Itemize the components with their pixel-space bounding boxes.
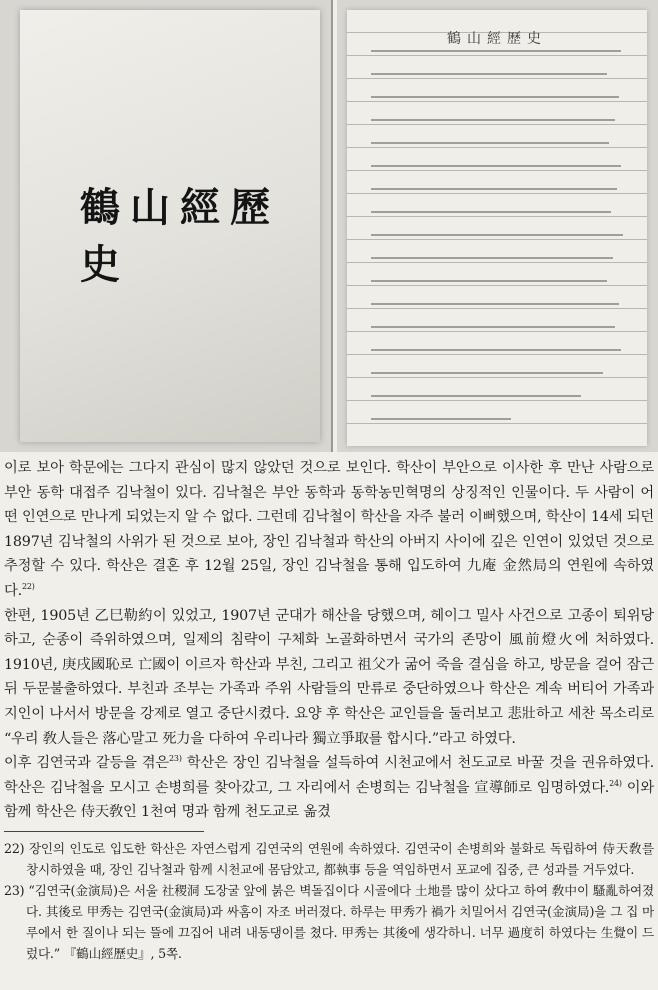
handwriting-line [371,349,621,351]
handwriting-line [371,96,619,98]
paragraph [4,751,654,825]
footnote-divider [4,831,204,832]
footnote-marker: 23) [4,883,25,898]
handwriting-line [371,326,615,328]
footnote-ref[interactable]: 24) [609,778,622,788]
handwriting-line [371,257,613,259]
paragraph [4,456,654,604]
manuscript-page [347,10,647,446]
handwriting-line [371,280,607,282]
footnote-marker: 22) [4,841,25,856]
footnote [4,880,654,964]
cover-title: 鶴山經歷史 [80,184,280,288]
handwriting-line [371,50,621,52]
handwriting-line [371,188,617,190]
handwriting-line [371,303,619,305]
handwriting-line [371,211,611,213]
handwriting-line [371,372,603,374]
footnote [4,838,654,880]
book-cover [20,10,320,442]
paragraph-text: 이후 김연국과 갈등을 겪은 [4,755,170,772]
paragraph-text: 한편, 1905년 乙巳勒約이 있었고, 1907년 군대가 해산을 당했으며, 헤이그 밀사 사건으로 고종이 퇴위당하고, 순종이 즉위하였으며, 일제의 침략이 구체화 노골화하면서 국가의 존망이 風前燈火에 처하였다. 1910년, 庚戌國恥로 亡國이 이르자 학산과 부친, 그리고 祖父가 굶어 죽을 결심을 하고, 방문을 걸어 잠근 뒤 두문불출하였다. 부친과 조부는 가족과 주위 사람들의 만류로 중단하였으나 학산은 계속 버티어 가족과 지인이 나서서 방문을 강제로 열고 중단시켰다. 요양 후 학산은 교인들을 둘러보고 悲壯하고 세찬 목소리로 “우리 敎人들은 落心말고 死力을 다하여 우리나라 獨立爭取를 합시다.”라고 하였다. [4,607,654,747]
manuscript-title: 鶴山經歷史 [447,31,547,47]
paragraph-text: 이와 함께 학산은 侍天敎인 1천여 명과 함께 천도교로 옮겼 [4,779,654,821]
handwriting-line [371,142,609,144]
handwriting-line [371,119,615,121]
footnotes [4,838,654,964]
handwriting-line [371,165,621,167]
handwriting-line [371,234,623,236]
handwriting-line [371,395,581,397]
photo-row [0,0,658,452]
handwriting-line [371,418,511,420]
paragraph-text: 학산은 장인 김낙철을 설득하여 시천교에서 천도교로 바꿀 것을 권유하였다. 학산은 김낙철을 모시고 손병희를 찾아갔고, 그 자리에서 손병희는 김낙철을 宣導師로 임명하였다. [4,755,654,796]
manuscript-photo [337,0,658,452]
footnote-text: “김연국(金演局)은 서울 社稷洞 도장굴 앞에 붉은 벽돌집이다 시골에다 土地를 많이 샀다고 하여 敎中이 騷亂하여졌다. 其後로 甲秀는 김연국(金演局)과 싸홈이 자조 버러졌다. 하루는 甲秀가 禍가 치밀어서 김연국(金演局)을 그 집 마루에서 한 질이나 되는 뜰에 끄집어 내려 내동댕이를 쳤다. 甲秀는 其後에 생각하니. 너무 過度히 하였다는 生覺이 드렀다.” 『鶴山經歷史』, 5쪽. [26,883,654,961]
paragraph-text: 이로 보아 학문에는 그다지 관심이 많지 않았던 것으로 보인다. 학산이 부안으로 이사한 후 만난 사람으로 부안 동학 대접주 김낙철이 있다. 김낙철은 부안 동학과 동학농민혁명의 상징적인 인물이다. 두 사람이 어떤 인연으로 만나게 되었는지 알 수 없다. 그런데 김낙철이 학산을 자주 불러 이뻐했으며, 학산이 14세 되던 1897년 김낙철의 사위가 된 것으로 보아, 장인 김낙철과 학산의 아버지 사이에 깊은 인연이 있었던 것으로 추정할 수 있다. 학산은 결혼 후 12월 25일, 장인 김낙철을 통해 입도하여 九庵 金然局의 연원에 속하였다. [4,460,654,599]
article-body [4,456,654,825]
footnote-ref[interactable]: 23) [169,754,182,764]
book-cover-photo [0,0,333,452]
paragraph [4,604,654,752]
footnote-text: 장인의 인도로 입도한 학산은 자연스럽게 김연국의 연원에 속하였다. 김연국이 손병희와 불화로 독립하여 侍天敎를 창시하였을 때, 장인 김낙철과 함께 시천교에 몸담았고, 都執事 등을 역임하면서 포교에 집중, 큰 성과를 거두었다. [26,841,654,877]
handwriting-line [371,73,607,75]
footnote-ref[interactable]: 22) [21,582,35,592]
